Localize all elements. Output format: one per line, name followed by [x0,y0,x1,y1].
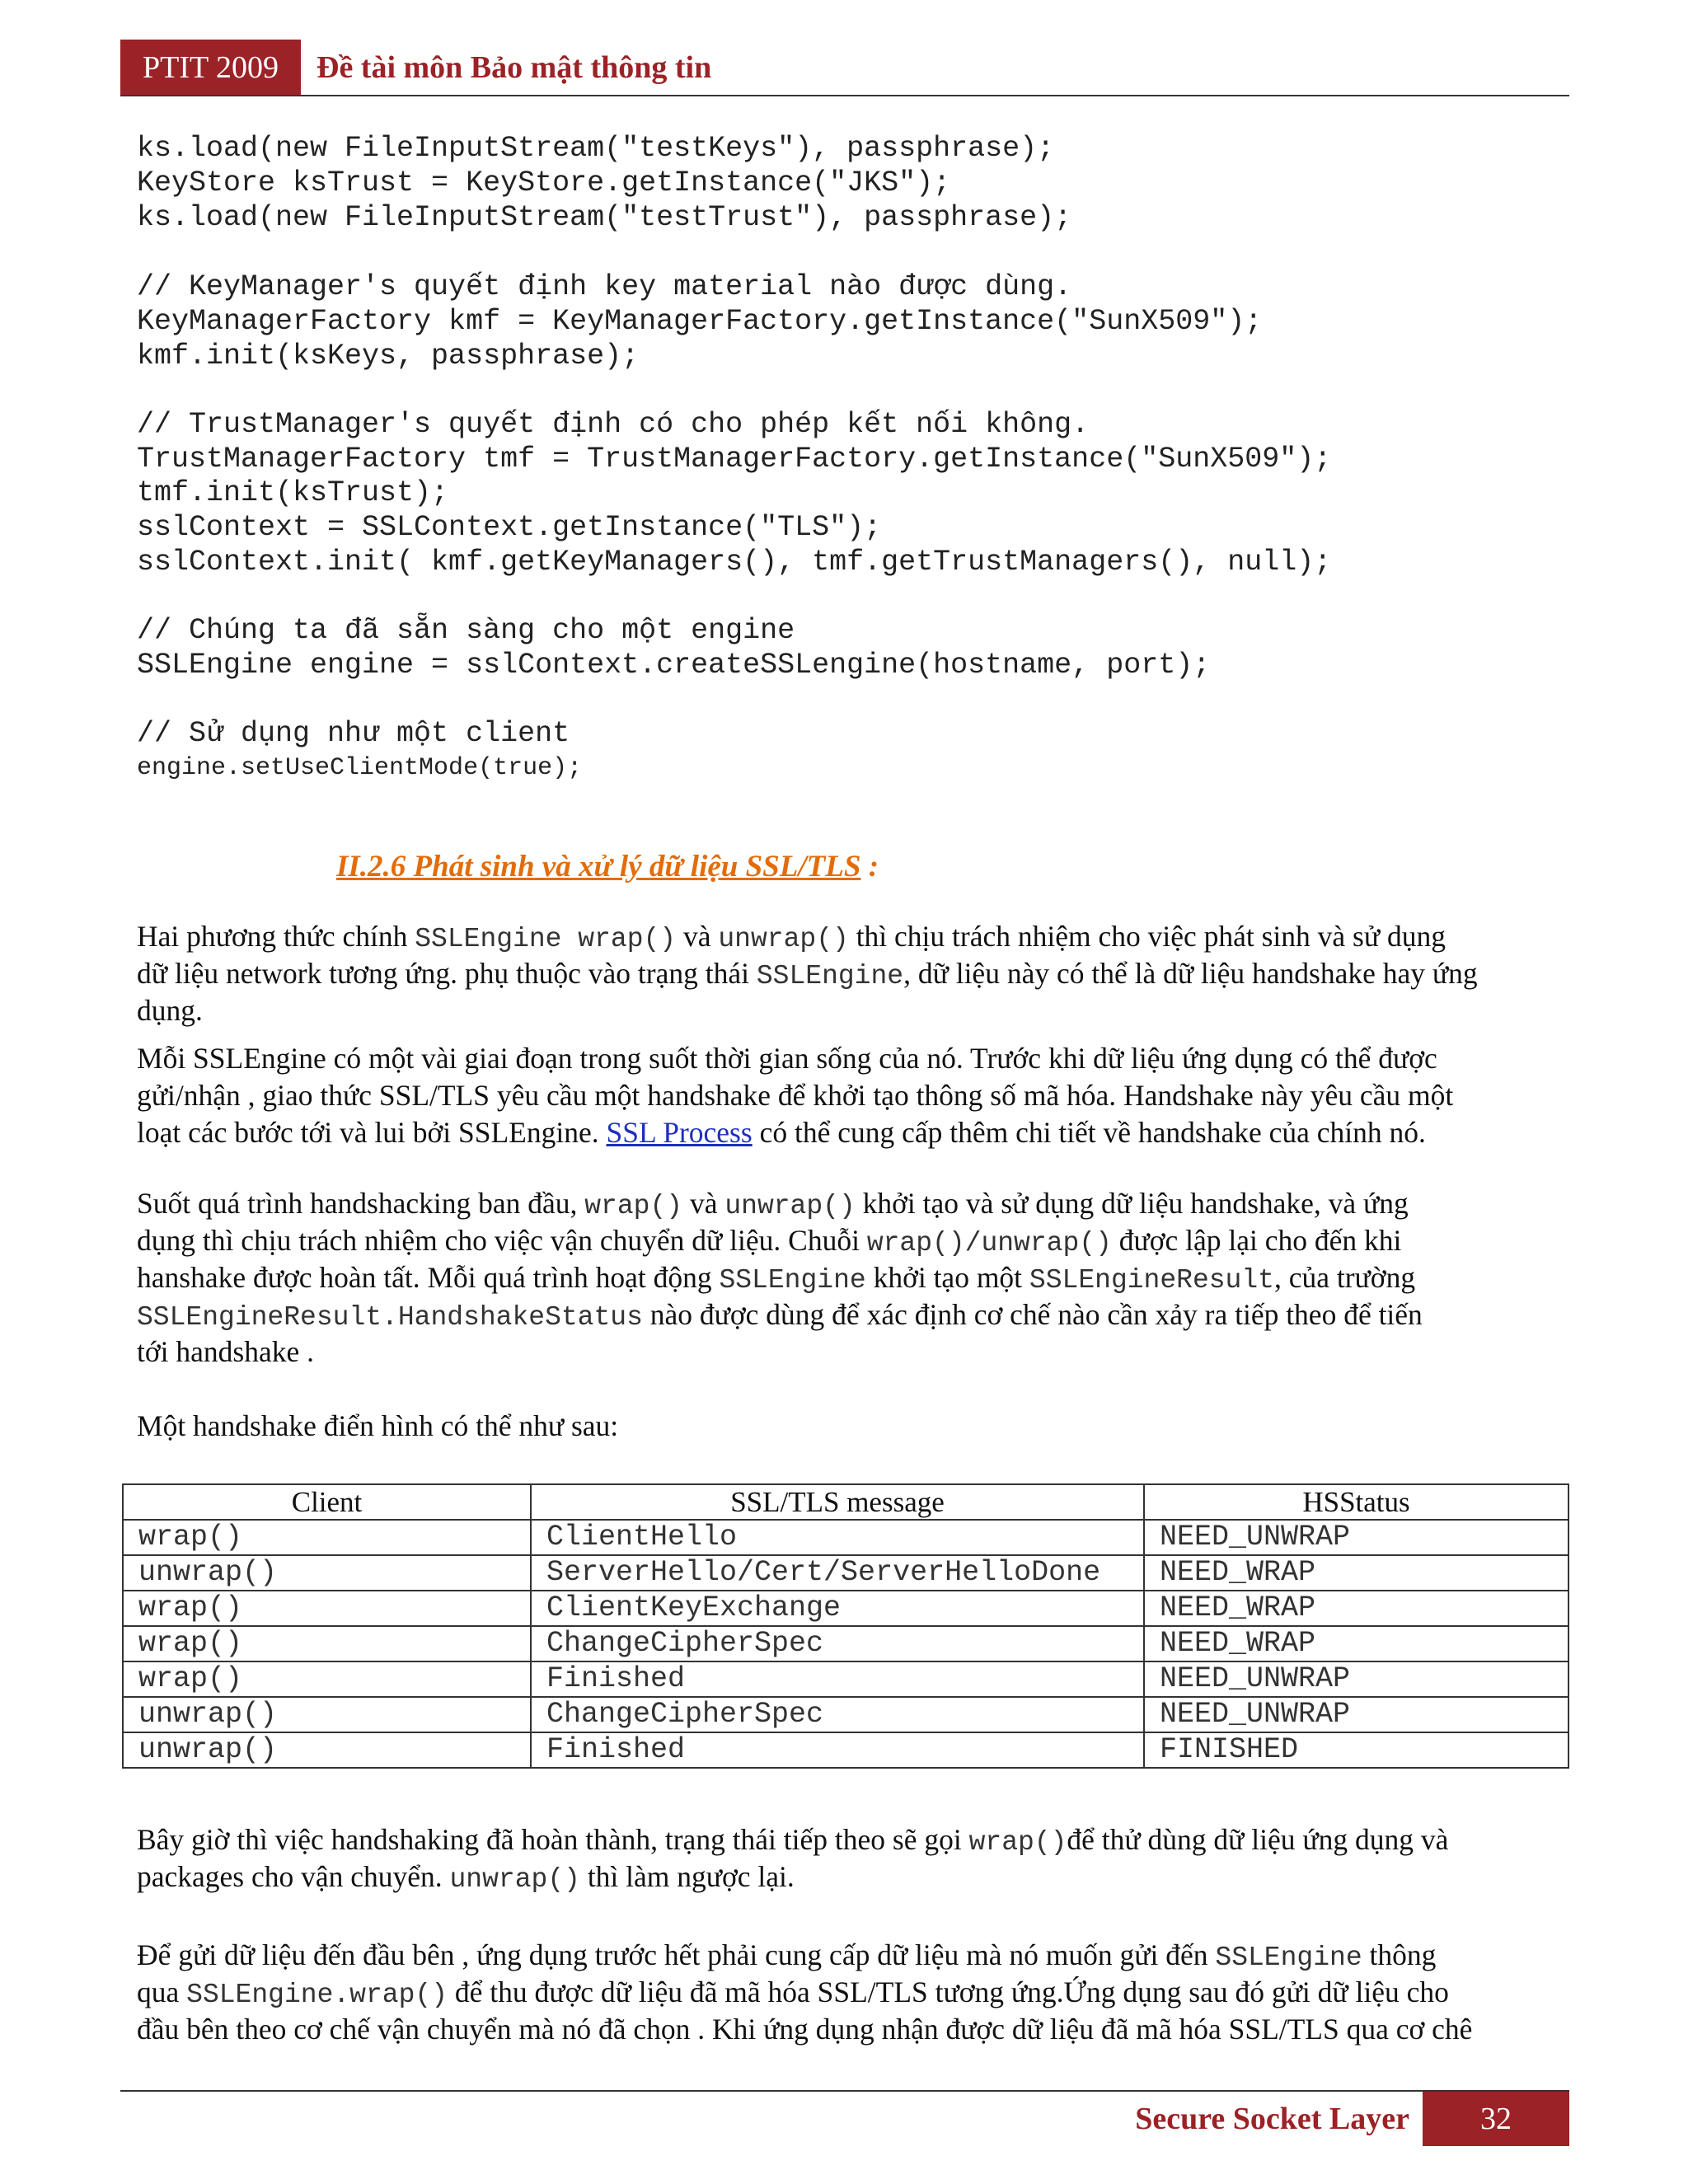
column-header: Client [123,1484,531,1520]
text: gửi/nhận , giao thức SSL/TLS yêu cầu một handshake để khởi tạo thông số mã hóa. Handshake này yêu cầu một [137,1079,1454,1112]
table-cell: unwrap() [123,1697,531,1732]
footer-title: Secure Socket Layer [1135,2102,1409,2136]
inline-code: wrap() [968,1827,1067,1858]
text: dụng thì chịu trách nhiệm cho việc vận chuyển dữ liệu. Chuỗi [137,1224,867,1257]
inline-code: SSLEngine [719,1265,866,1296]
table-cell: FINISHED [1144,1732,1568,1768]
text: và [682,1187,725,1220]
table-row [123,1520,1568,1555]
section-heading [336,849,879,884]
table-cell: wrap() [123,1661,531,1697]
text: Suốt quá trình handshacking ban đầu, [137,1187,585,1220]
code-line: engine.setUseClientMode(true); [137,754,583,782]
text: dữ liệu network tương ứng. phụ thuộc vào trạng thái [137,957,757,990]
code-comment: // Sử dụng như một client [137,717,570,750]
inline-code: SSLEngine [1215,1943,1362,1973]
table-cell: ClientKeyExchange [531,1591,1144,1626]
text: loạt các bước tới và lui bởi SSLEngine. [137,1116,607,1149]
table-row [123,1626,1568,1661]
text: để thử dùng dữ liệu ứng dụng và [1067,1823,1449,1856]
table-cell: NEED_UNWRAP [1144,1520,1568,1555]
table-cell: ClientHello [531,1520,1144,1555]
paragraph [137,1937,1571,2048]
code-line: tmf.init(ksTrust); [137,476,449,509]
table-row [123,1697,1568,1732]
text: dụng. [137,994,203,1027]
text: đầu bên theo cơ chế vận chuyển mà nó đã chọn . Khi ứng dụng nhận được dữ liệu đã mã hóa SSL/TLS qua cơ chê [137,2013,1473,2046]
text: Để gửi dữ liệu đến đầu bên , ứng dụng trước hết phải cung cấp dữ liệu mà nó muốn gửi đến [137,1938,1216,1971]
code-comment: // KeyManager's quyết định key material nào được dùng. [137,270,1072,303]
table-row [123,1555,1568,1591]
text: nào được dùng để xác định cơ chế nào cần xảy ra tiếp theo để tiến [642,1298,1423,1331]
table-cell: NEED_WRAP [1144,1591,1568,1626]
text: khởi tạo một [865,1261,1029,1294]
code-line: kmf.init(ksKeys, passphrase); [137,340,640,373]
inline-code: SSLEngine wrap() [415,924,677,954]
table-cell: NEED_WRAP [1144,1626,1568,1661]
paragraph [137,1821,1571,1896]
table-cell: wrap() [123,1520,531,1555]
table-cell: NEED_WRAP [1144,1555,1568,1591]
paragraph [137,1040,1571,1151]
ssl-process-link[interactable]: SSL Process [606,1116,753,1149]
text: thì làm ngược lại. [579,1860,795,1893]
code-line: sslContext.init( kmf.getKeyManagers(), tmf.getTrustManagers(), null); [137,546,1332,579]
inline-code: wrap() [584,1191,683,1221]
table-cell: unwrap() [123,1555,531,1591]
table-header-row [123,1484,1568,1520]
table-row [123,1591,1568,1626]
text: packages cho vận chuyển. [137,1860,450,1893]
text: Bây giờ thì việc handshaking đã hoàn thành, trạng thái tiếp theo sẽ gọi [137,1823,969,1856]
code-line: ks.load(new FileInputStream("testKeys"), passphrase); [137,132,1055,165]
inline-code: SSLEngine [756,961,904,991]
text: tới handshake . [137,1335,314,1368]
text: Hai phương thức chính [137,920,415,953]
inline-code: wrap()/unwrap() [866,1228,1112,1258]
column-header: SSL/TLS message [531,1484,1144,1520]
table-cell: wrap() [123,1626,531,1661]
code-line: sslContext = SSLContext.getInstance("TLS"); [137,511,882,544]
inline-code: unwrap() [449,1864,580,1895]
table-cell: NEED_UNWRAP [1144,1661,1568,1697]
code-line: SSLEngine engine = sslContext.createSSLengine(hostname, port); [137,649,1211,682]
text: , của trường [1273,1261,1416,1294]
section-heading-text: II.2.6 Phát sinh và xử lý dữ liệu SSL/TLS [336,850,861,883]
table-cell: Finished [531,1732,1144,1768]
inline-code: SSLEngine.wrap() [186,1980,448,2010]
code-comment: // Chúng ta đã sẵn sàng cho một engine [137,614,795,647]
table-cell: NEED_UNWRAP [1144,1697,1568,1732]
table-cell: ChangeCipherSpec [531,1697,1144,1732]
code-line: TrustManagerFactory tmf = TrustManagerFactory.getInstance("SunX509"); [137,443,1332,476]
text: có thể cung cấp thêm chi tiết về handshake của chính nó. [752,1116,1426,1149]
text: được lập lại cho đến khi [1111,1224,1402,1257]
text: và [676,920,719,953]
header-tag: PTIT 2009 [120,40,301,96]
text: Một handshake điển hình có thể như sau: [137,1409,619,1442]
table-row [123,1661,1568,1697]
code-comment: // TrustManager's quyết định có cho phép kết nối không. [137,408,1090,441]
text: qua [137,1975,187,2008]
table-cell: ServerHello/Cert/ServerHelloDone [531,1555,1144,1591]
page-number: 32 [1423,2092,1569,2146]
header-title: Đề tài môn Bảo mật thông tin [316,50,712,85]
inline-code: SSLEngineResult.HandshakeStatus [137,1302,643,1333]
table-cell: wrap() [123,1591,531,1626]
table-cell: unwrap() [123,1732,531,1768]
paragraph [137,918,1571,1029]
table-cell: Finished [531,1661,1144,1697]
column-header: HSStatus [1144,1484,1568,1520]
header-divider [120,95,1569,96]
inline-code: unwrap() [724,1191,856,1221]
text: hanshake được hoàn tất. Mỗi quá trình hoạt động [137,1261,720,1294]
handshake-table [122,1483,1569,1769]
text: , dữ liệu này có thể là dữ liệu handshake hay ứng [903,957,1478,990]
text: để thu được dữ liệu đã mã hóa SSL/TLS tương ứng.Ứng dụng sau đó gửi dữ liệu cho [448,1975,1449,2008]
text: Mỗi SSLEngine có một vài giai đoạn trong suốt thời gian sống của nó. Trước khi dữ liệu ứng dụng có thể được [137,1042,1437,1075]
code-line: ks.load(new FileInputStream("testTrust"), passphrase); [137,201,1072,234]
text: thông [1362,1938,1437,1971]
text: khởi tạo và sử dụng dữ liệu handshake, và ứng [855,1187,1409,1220]
paragraph [137,1408,1571,1445]
code-line: KeyStore ksTrust = KeyStore.getInstance("JKS"); [137,166,951,199]
text: thì chịu trách nhiệm cho việc phát sinh và sử dụng [848,920,1446,953]
inline-code: unwrap() [718,924,849,954]
code-line: KeyManagerFactory kmf = KeyManagerFactory.getInstance("SunX509"); [137,305,1263,338]
paragraph [137,1185,1571,1371]
section-heading-colon: : [860,850,879,883]
table-cell: ChangeCipherSpec [531,1626,1144,1661]
table-row [123,1732,1568,1768]
inline-code: SSLEngineResult [1029,1265,1274,1296]
